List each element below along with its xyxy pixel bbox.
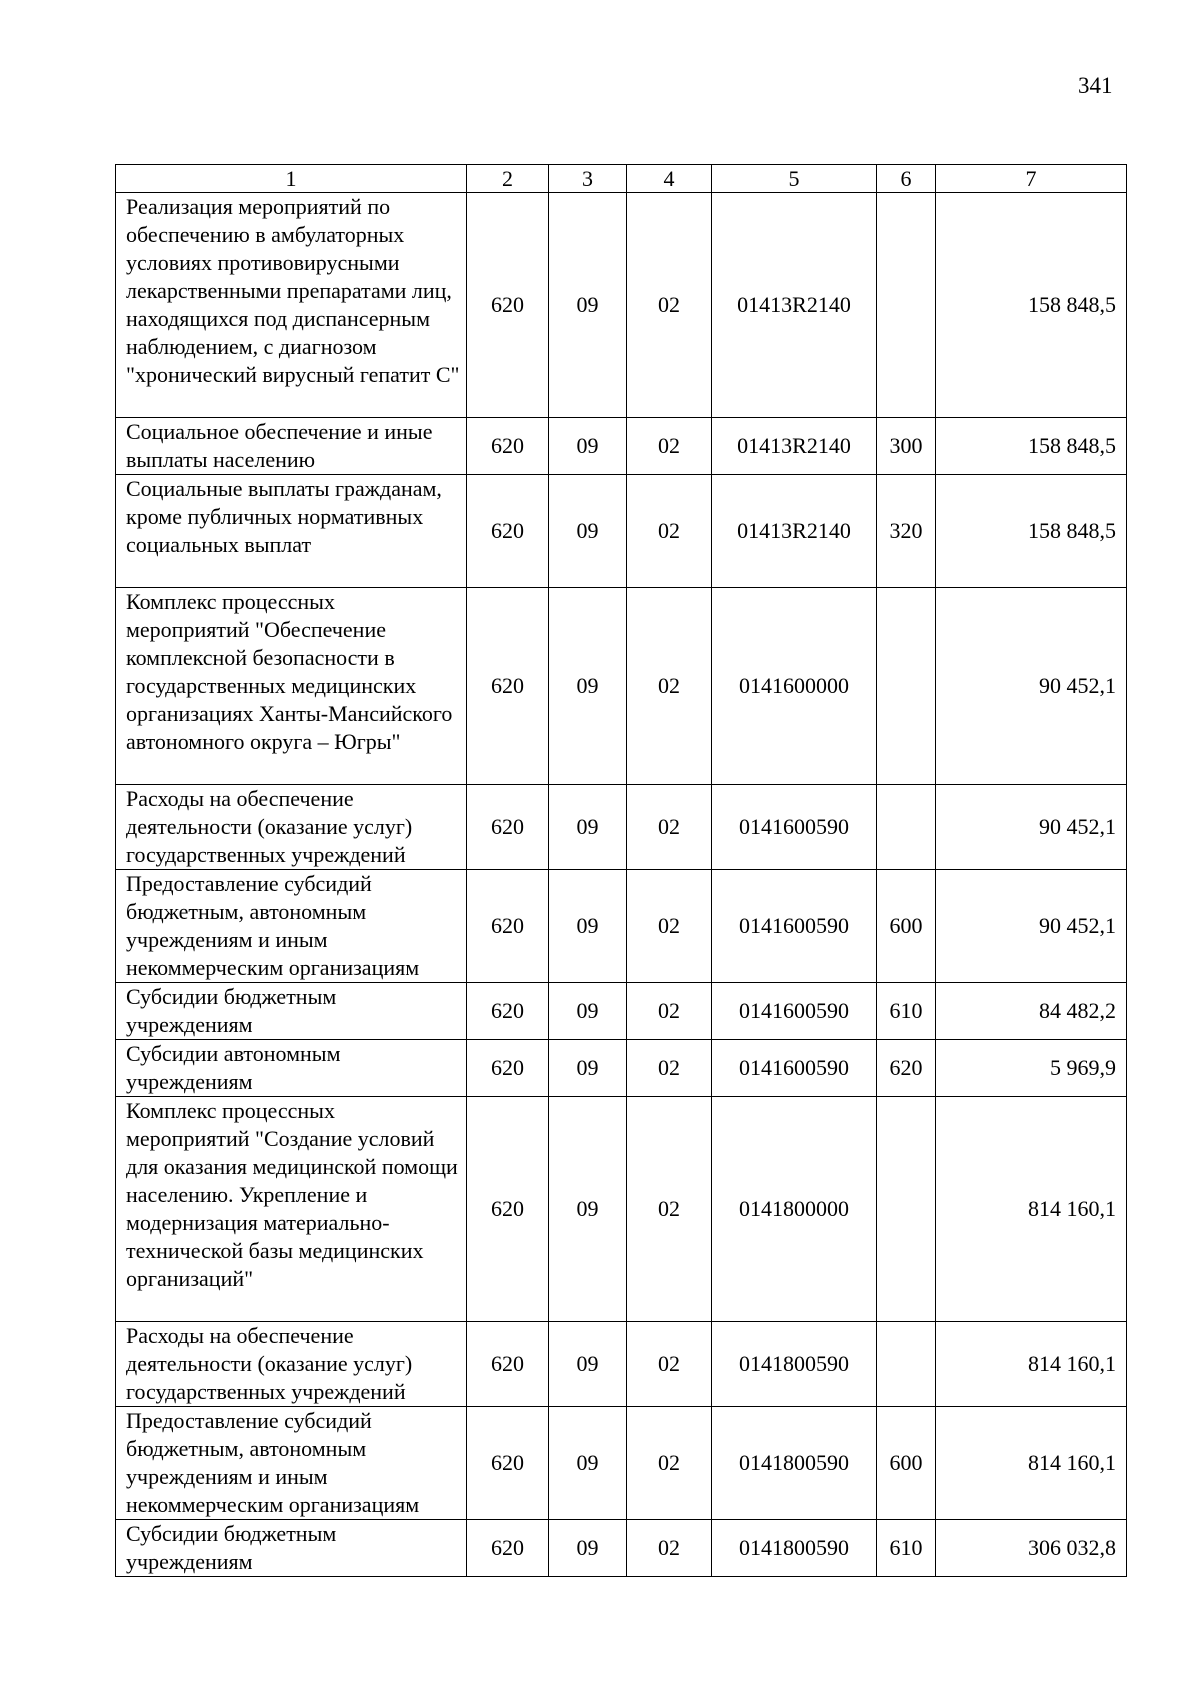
- cell-target-article: 0141600590: [712, 870, 877, 983]
- row-description: Предоставление субсидий бюджетным, автономным учреждениям и иным некоммерческим организациям: [116, 1407, 467, 1520]
- cell-expense-type: 610: [877, 1520, 936, 1577]
- row-description: Социальные выплаты гражданам, кроме публичных нормативных социальных выплат: [116, 475, 467, 588]
- cell-target-article: 01413R2140: [712, 418, 877, 475]
- column-header: 6: [877, 165, 936, 193]
- cell-section: 09: [549, 1407, 627, 1520]
- cell-amount: 814 160,1: [936, 1407, 1127, 1520]
- table-row: [116, 983, 1127, 1040]
- row-description: Расходы на обеспечение деятельности (оказание услуг) государственных учреждений: [116, 785, 467, 870]
- cell-subsection: 02: [627, 475, 712, 588]
- header-row: [116, 165, 1127, 193]
- cell-code: 620: [467, 870, 549, 983]
- row-description: Комплекс процессных мероприятий "Создание условий для оказания медицинской помощи населению. Укрепление и модернизация материально-технической базы медицинских организаций": [116, 1097, 467, 1322]
- cell-target-article: 0141800590: [712, 1407, 877, 1520]
- table-row: [116, 785, 1127, 870]
- cell-section: 09: [549, 588, 627, 785]
- cell-code: 620: [467, 1322, 549, 1407]
- cell-code: 620: [467, 1407, 549, 1520]
- cell-subsection: 02: [627, 1322, 712, 1407]
- table-row: [116, 475, 1127, 588]
- cell-target-article: 0141800000: [712, 1097, 877, 1322]
- cell-code: 620: [467, 983, 549, 1040]
- table-row: [116, 1407, 1127, 1520]
- cell-target-article: 01413R2140: [712, 475, 877, 588]
- column-header: 7: [936, 165, 1127, 193]
- cell-code: 620: [467, 475, 549, 588]
- table-row: [116, 870, 1127, 983]
- cell-subsection: 02: [627, 418, 712, 475]
- cell-section: 09: [549, 1322, 627, 1407]
- row-description: Субсидии бюджетным учреждениям: [116, 1520, 467, 1577]
- cell-code: 620: [467, 418, 549, 475]
- cell-section: 09: [549, 870, 627, 983]
- cell-subsection: 02: [627, 1407, 712, 1520]
- cell-section: 09: [549, 1097, 627, 1322]
- cell-subsection: 02: [627, 588, 712, 785]
- cell-amount: 814 160,1: [936, 1097, 1127, 1322]
- cell-subsection: 02: [627, 1097, 712, 1322]
- cell-section: 09: [549, 1040, 627, 1097]
- cell-target-article: 0141600590: [712, 983, 877, 1040]
- cell-amount: 90 452,1: [936, 785, 1127, 870]
- cell-section: 09: [549, 785, 627, 870]
- row-description: Предоставление субсидий бюджетным, автономным учреждениям и иным некоммерческим организациям: [116, 870, 467, 983]
- cell-subsection: 02: [627, 785, 712, 870]
- column-header: 5: [712, 165, 877, 193]
- cell-target-article: 0141600590: [712, 785, 877, 870]
- cell-subsection: 02: [627, 870, 712, 983]
- cell-subsection: 02: [627, 193, 712, 418]
- cell-expense-type: 610: [877, 983, 936, 1040]
- cell-section: 09: [549, 983, 627, 1040]
- cell-expense-type: 600: [877, 1407, 936, 1520]
- row-description: Расходы на обеспечение деятельности (оказание услуг) государственных учреждений: [116, 1322, 467, 1407]
- cell-expense-type: [877, 785, 936, 870]
- table-row: [116, 418, 1127, 475]
- cell-code: 620: [467, 1040, 549, 1097]
- cell-amount: 158 848,5: [936, 418, 1127, 475]
- cell-code: 620: [467, 1520, 549, 1577]
- table-row: [116, 1520, 1127, 1577]
- cell-expense-type: [877, 1322, 936, 1407]
- cell-amount: 158 848,5: [936, 475, 1127, 588]
- table-row: [116, 1097, 1127, 1322]
- cell-subsection: 02: [627, 1040, 712, 1097]
- cell-code: 620: [467, 1097, 549, 1322]
- cell-expense-type: 320: [877, 475, 936, 588]
- cell-subsection: 02: [627, 983, 712, 1040]
- column-header: 4: [627, 165, 712, 193]
- cell-target-article: 0141800590: [712, 1520, 877, 1577]
- cell-target-article: 0141600590: [712, 1040, 877, 1097]
- cell-amount: 158 848,5: [936, 193, 1127, 418]
- cell-target-article: 0141800590: [712, 1322, 877, 1407]
- row-description: Реализация мероприятий по обеспечению в амбулаторных условиях противовирусными лекарственными препаратами лиц, находящихся под диспансерным наблюдением, с диагнозом "хронический вирусный гепатит С": [116, 193, 467, 418]
- row-description: Социальное обеспечение и иные выплаты населению: [116, 418, 467, 475]
- page-number: 341: [1078, 73, 1113, 98]
- row-description: Комплекс процессных мероприятий "Обеспечение комплексной безопасности в государственных медицинских организациях Ханты-Мансийского автономного округа – Югры": [116, 588, 467, 785]
- column-header: 2: [467, 165, 549, 193]
- table-row: [116, 1322, 1127, 1407]
- cell-expense-type: [877, 193, 936, 418]
- cell-code: 620: [467, 588, 549, 785]
- table-row: [116, 588, 1127, 785]
- cell-section: 09: [549, 193, 627, 418]
- cell-code: 620: [467, 785, 549, 870]
- table-row: [116, 1040, 1127, 1097]
- cell-target-article: 0141600000: [712, 588, 877, 785]
- column-header: 3: [549, 165, 627, 193]
- cell-amount: 814 160,1: [936, 1322, 1127, 1407]
- cell-amount: 90 452,1: [936, 588, 1127, 785]
- table-row: [116, 193, 1127, 418]
- cell-amount: 5 969,9: [936, 1040, 1127, 1097]
- cell-amount: 306 032,8: [936, 1520, 1127, 1577]
- cell-target-article: 01413R2140: [712, 193, 877, 418]
- cell-section: 09: [549, 1520, 627, 1577]
- cell-amount: 90 452,1: [936, 870, 1127, 983]
- cell-expense-type: 620: [877, 1040, 936, 1097]
- cell-expense-type: 600: [877, 870, 936, 983]
- cell-expense-type: [877, 588, 936, 785]
- cell-section: 09: [549, 418, 627, 475]
- cell-subsection: 02: [627, 1520, 712, 1577]
- cell-section: 09: [549, 475, 627, 588]
- column-header: 1: [116, 165, 467, 193]
- cell-expense-type: 300: [877, 418, 936, 475]
- budget-table: [115, 164, 1127, 1577]
- cell-amount: 84 482,2: [936, 983, 1127, 1040]
- cell-code: 620: [467, 193, 549, 418]
- row-description: Субсидии бюджетным учреждениям: [116, 983, 467, 1040]
- row-description: Субсидии автономным учреждениям: [116, 1040, 467, 1097]
- cell-expense-type: [877, 1097, 936, 1322]
